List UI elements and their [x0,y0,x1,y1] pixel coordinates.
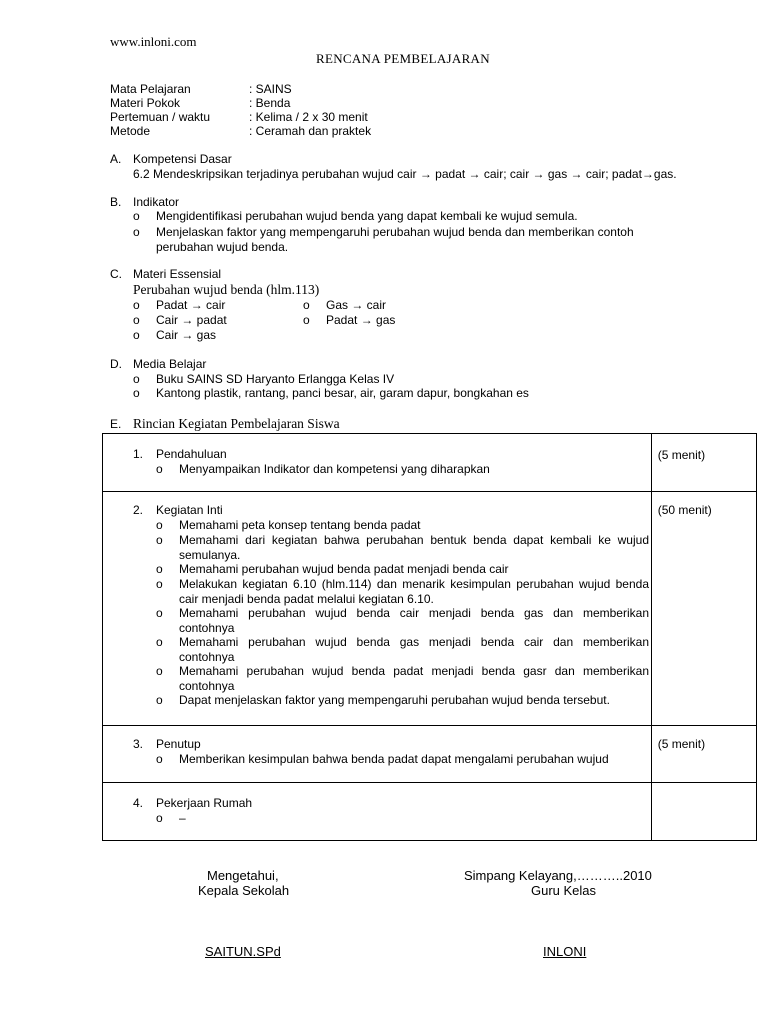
activity-number: 1. [133,447,144,461]
bullet-icon: o [303,298,310,312]
activity-title: Pekerjaan Rumah [156,796,253,810]
indicator-item-continued: perubahan wujud benda. [156,240,289,254]
info-value: : SAINS [249,82,292,96]
activity-title: Kegiatan Inti [156,503,223,517]
bullet-icon: o [133,298,140,312]
activity-cell [103,783,652,841]
signature-left-line2: Kepala Sekolah [198,883,290,898]
activity-cell [103,492,652,726]
signature-right-line2: Guru Kelas [531,883,597,898]
activities-table [102,433,757,841]
section-heading: Materi Essensial [133,267,222,281]
bullet-icon: o [303,313,310,327]
bullet-icon: o [156,635,163,649]
activity-item: – [179,811,186,825]
website-url: www.inloni.com [110,34,197,49]
activity-cell [103,434,652,492]
bullet-icon: o [156,462,163,476]
materi-item: Cair → gas [156,328,217,342]
activity-item: Memahami peta konsep tentang benda padat [179,518,421,532]
info-label: Materi Pokok [110,96,181,110]
activity-number: 4. [133,796,144,810]
section-letter: C. [110,267,122,281]
info-value: : Kelima / 2 x 30 menit [249,110,368,124]
signature-right-name [543,944,586,959]
activity-cell [103,726,652,783]
section-subheading: Perubahan wujud benda (hlm.113) [133,282,320,297]
section-letter: D. [110,357,122,371]
activity-item: Melakukan kegiatan 6.10 (hlm.114) dan menarik kesimpulan perubahan wujud benda cair menjadi benda padat melalui kegiatan 6.10. [179,577,649,606]
signature-left-name [205,944,281,959]
bullet-icon: o [133,328,140,342]
table-row [103,434,757,492]
info-label: Metode [110,124,151,138]
table-row [103,726,757,783]
competency-item: 6.2 Mendeskripsikan terjadinya perubahan wujud cair → padat → cair; cair → gas → cair; padat→gas. [133,167,677,181]
activity-title: Penutup [156,737,201,751]
table-row [103,783,757,841]
info-value: : Benda [249,96,291,110]
materi-item: Padat → gas [326,313,396,327]
table-row [103,492,757,726]
bullet-icon: o [133,209,140,223]
bullet-icon: o [133,372,140,386]
activity-number: 2. [133,503,144,517]
bullet-icon: o [133,225,140,239]
materi-item: Gas → cair [326,298,387,312]
activity-time: (50 menit) [651,492,756,726]
activity-time: (5 menit) [651,726,756,783]
bullet-icon: o [156,693,163,707]
activity-number: 3. [133,737,144,751]
materi-item: Padat → cair [156,298,226,312]
activity-time [651,783,756,841]
activity-item: Dapat menjelaskan faktor yang mempengaruhi perubahan wujud benda tersebut. [179,693,610,707]
info-label: Pertemuan / waktu [110,110,211,124]
signature-right-line1: Simpang Kelayang,………..2010 [464,868,652,883]
bullet-icon: o [156,664,163,678]
section-heading: Rincian Kegiatan Pembelajaran Siswa [133,416,340,431]
bullet-icon: o [156,577,163,591]
bullet-icon: o [156,752,163,766]
section-heading: Media Belajar [133,357,207,371]
activity-item: Memahami perubahan wujud benda cair menjadi benda gas dan memberikan contohnya [179,606,649,635]
activity-time: (5 menit) [651,434,756,492]
section-letter: B. [110,195,122,209]
bullet-icon: o [133,313,140,327]
page-title: RENCANA PEMBELAJARAN [316,51,490,66]
media-item: Kantong plastik, rantang, panci besar, air, garam dapur, bongkahan es [156,386,529,400]
bullet-icon: o [156,606,163,620]
bullet-icon: o [156,518,163,532]
indicator-item: Menjelaskan faktor yang mempengaruhi perubahan wujud benda dan memberikan contoh [156,225,634,239]
indicator-item: Mengidentifikasi perubahan wujud benda yang dapat kembali ke wujud semula. [156,209,578,223]
bullet-icon: o [156,562,163,576]
activity-title: Pendahuluan [156,447,227,461]
materi-item: Cair → padat [156,313,227,327]
activity-item: Memberikan kesimpulan bahwa benda padat dapat mengalami perubahan wujud [179,752,609,766]
signature-left-name-text: SAITUN.SPd [205,944,281,959]
media-item: Buku SAINS SD Haryanto Erlangga Kelas IV [156,372,395,386]
bullet-icon: o [156,811,163,825]
bullet-icon: o [133,386,140,400]
section-letter: A. [110,152,122,166]
activity-item: Menyampaikan Indikator dan kompetensi yang diharapkan [179,462,490,476]
signature-right-name-text: INLONI [543,944,587,959]
activity-item: Memahami perubahan wujud benda padat menjadi benda cair [179,562,509,576]
activity-item: Memahami dari kegiatan bahwa perubahan bentuk benda dapat kembali ke wujud semulanya. [179,533,649,562]
activity-item: Memahami perubahan wujud benda gas menjadi benda cair dan memberikan contohnya [179,635,649,664]
signature-left-line1: Mengetahui, [207,868,279,883]
bullet-icon: o [156,533,163,547]
section-heading: Indikator [133,195,180,209]
activity-item: Memahami perubahan wujud benda padat menjadi benda gasr dan memberikan contohnya [179,664,649,693]
section-heading: Kompetensi Dasar [133,152,232,166]
info-value: : Ceramah dan praktek [249,124,372,138]
section-letter: E. [110,417,122,431]
info-label: Mata Pelajaran [110,82,191,96]
